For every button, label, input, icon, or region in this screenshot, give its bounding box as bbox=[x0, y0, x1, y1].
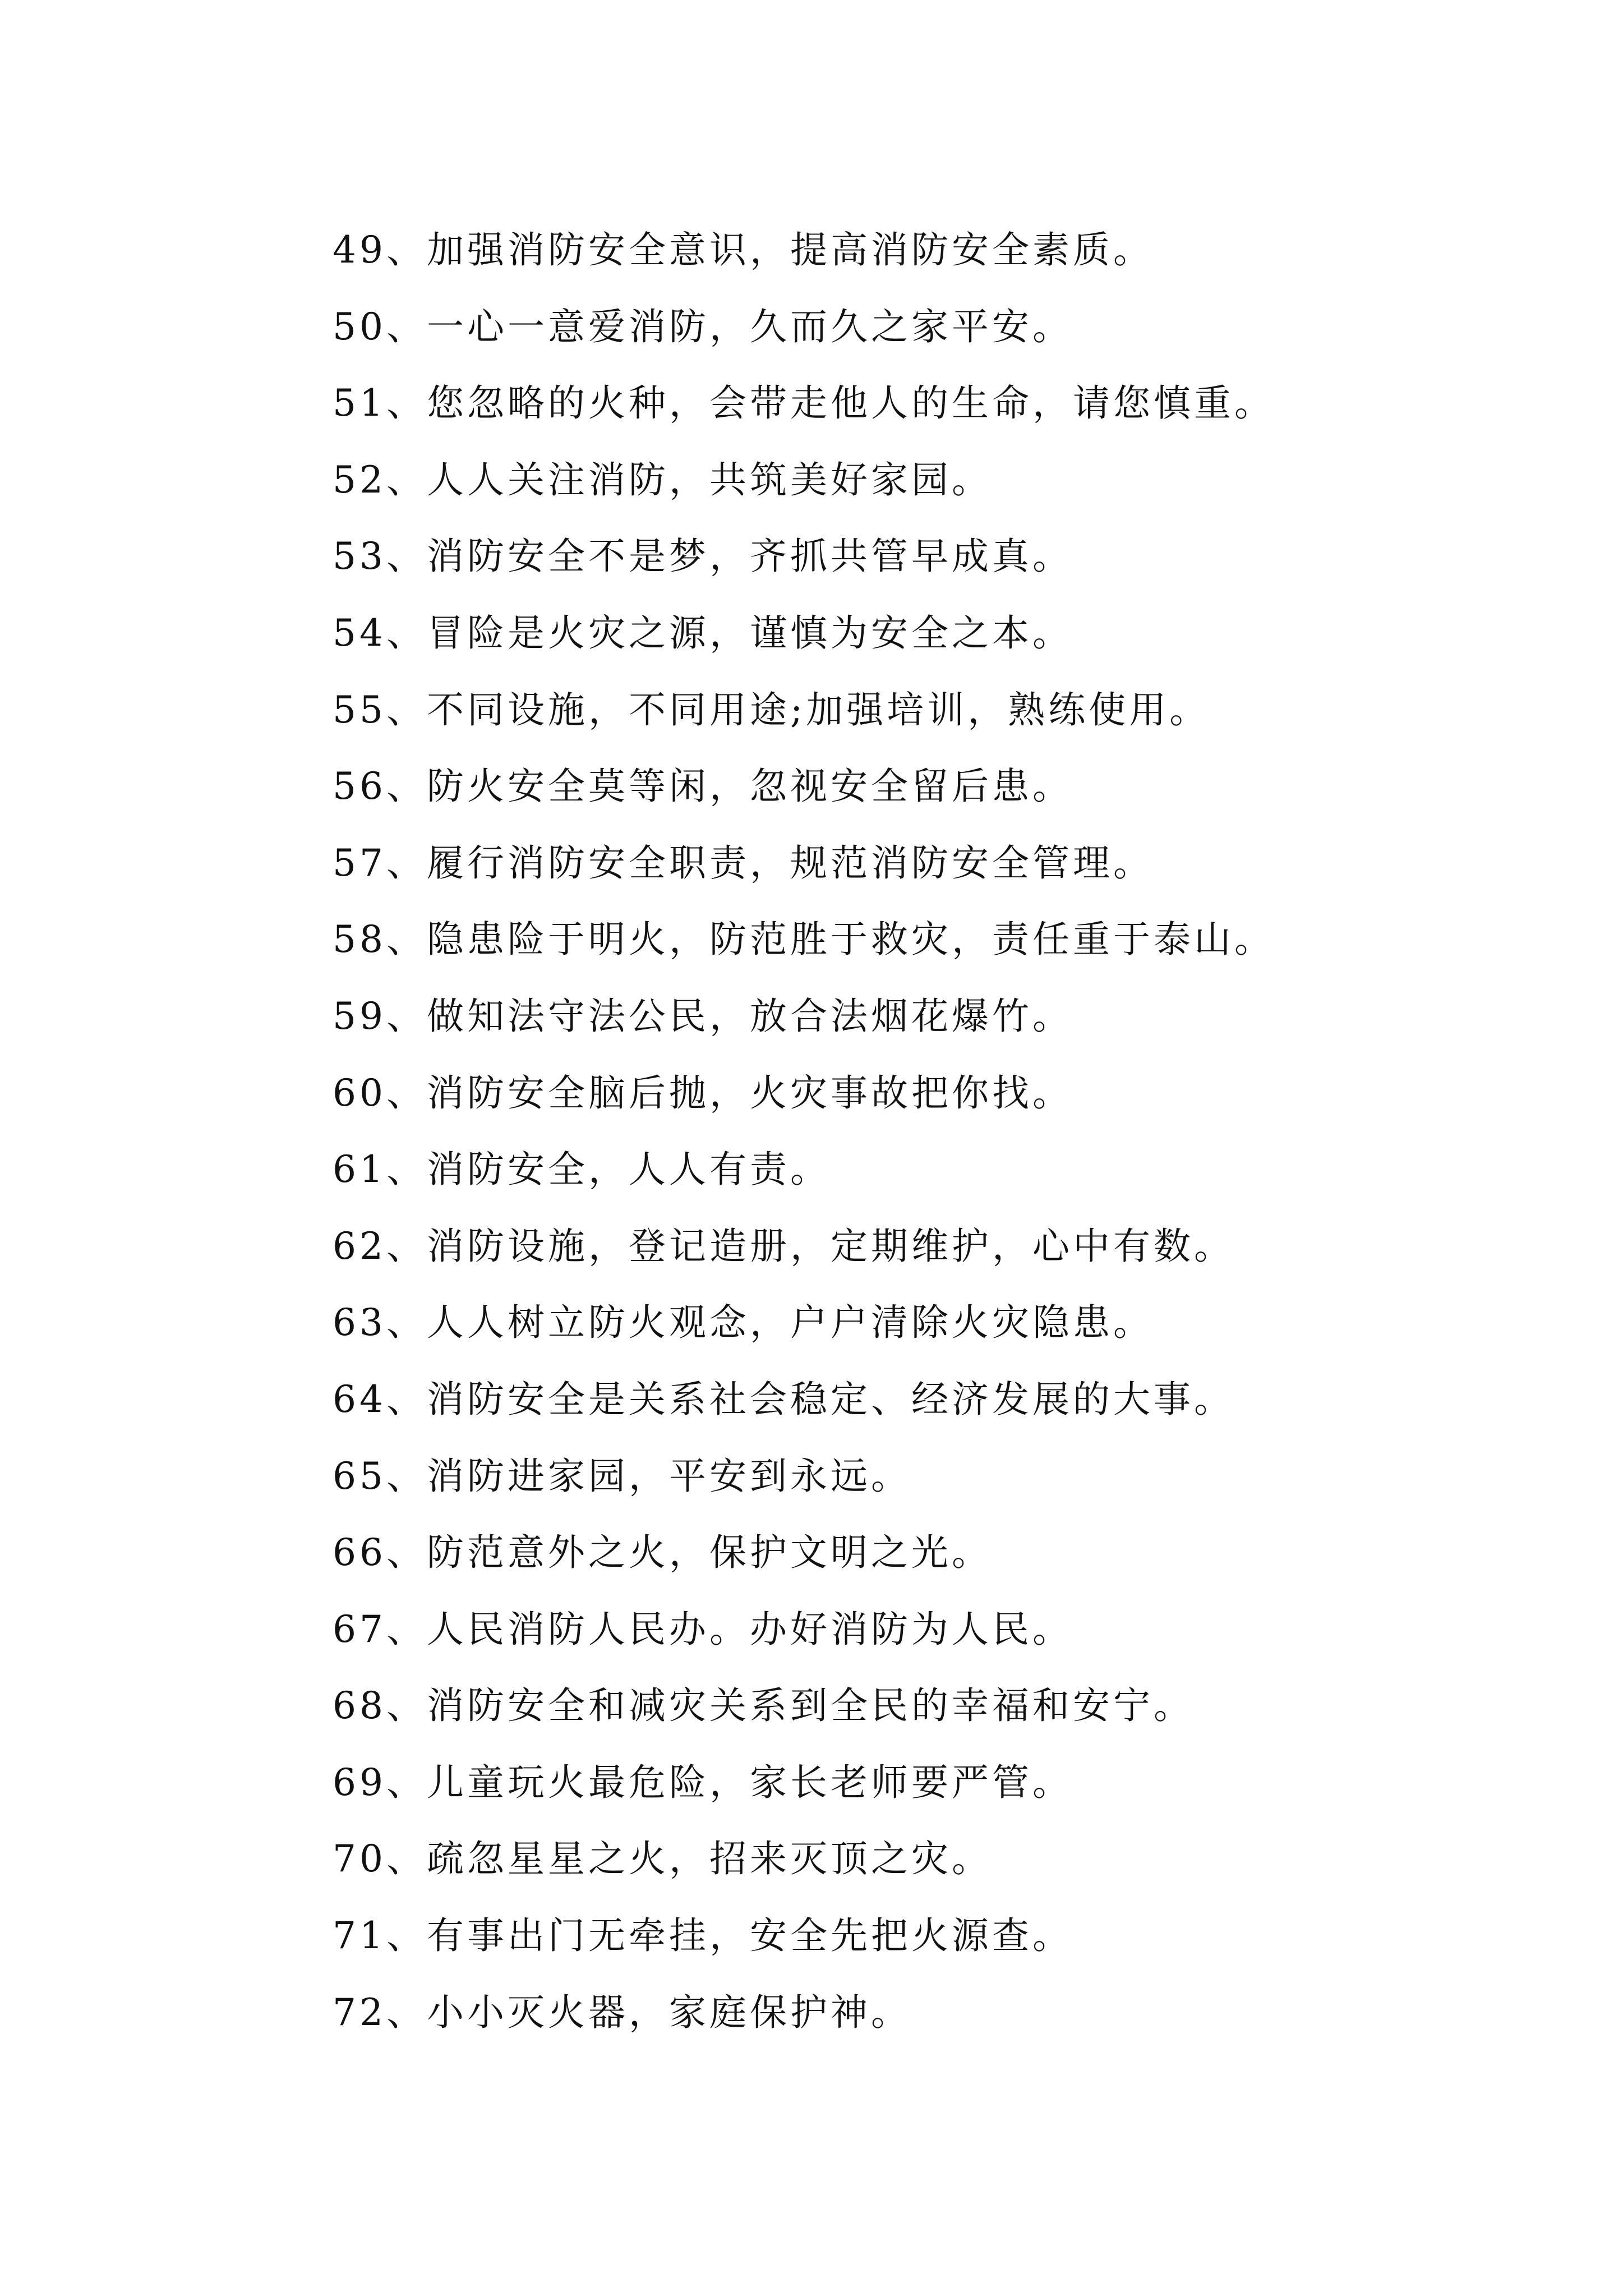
list-item: 67、人民消防人民办。办好消防为人民。 bbox=[333, 1607, 1073, 1651]
list-item: 65、消防进家园，平安到永远。 bbox=[333, 1454, 911, 1498]
list-item: 72、小小灭火器，家庭保护神。 bbox=[333, 1990, 911, 2034]
list-item: 52、人人关注消防，共筑美好家园。 bbox=[333, 458, 992, 501]
list-item: 61、消防安全，人人有责。 bbox=[333, 1148, 831, 1191]
list-item: 59、做知法守法公民，放合法烟花爆竹。 bbox=[333, 994, 1073, 1038]
list-item: 69、儿童玩火最危险，家长老师要严管。 bbox=[333, 1760, 1073, 1804]
list-item: 68、消防安全和减灾关系到全民的幸福和安宁。 bbox=[333, 1684, 1194, 1728]
list-item: 64、消防安全是关系社会稳定、经济发展的大事。 bbox=[333, 1377, 1234, 1421]
list-item: 49、加强消防安全意识，提高消防安全素质。 bbox=[333, 228, 1154, 272]
list-item: 60、消防安全脑后抛，火灾事故把你找。 bbox=[333, 1071, 1073, 1115]
list-item: 56、防火安全莫等闲，忽视安全留后患。 bbox=[333, 765, 1073, 808]
list-item: 50、一心一意爱消防，久而久之家平安。 bbox=[333, 305, 1073, 348]
list-item: 71、有事出门无牵挂，安全先把火源查。 bbox=[333, 1914, 1073, 1958]
list-item: 63、人人树立防火观念，户户清除火灾隐患。 bbox=[333, 1301, 1154, 1345]
list-item: 55、不同设施，不同用途;加强培训，熟练使用。 bbox=[333, 688, 1210, 731]
slogan-list bbox=[333, 212, 1275, 2051]
list-item: 62、消防设施，登记造册，定期维护，心中有数。 bbox=[333, 1224, 1234, 1268]
list-item: 70、疏忽星星之火，招来灭顶之灾。 bbox=[333, 1837, 992, 1881]
list-item: 57、履行消防安全职责，规范消防安全管理。 bbox=[333, 841, 1154, 885]
list-item: 53、消防安全不是梦，齐抓共管早成真。 bbox=[333, 535, 1073, 578]
list-item: 51、您忽略的火种，会带走他人的生命，请您慎重。 bbox=[333, 381, 1275, 425]
list-item: 58、隐患险于明火，防范胜于救灾，责任重于泰山。 bbox=[333, 918, 1275, 961]
list-item: 66、防范意外之火，保护文明之光。 bbox=[333, 1531, 992, 1575]
list-item: 54、冒险是火灾之源，谨慎为安全之本。 bbox=[333, 611, 1073, 655]
